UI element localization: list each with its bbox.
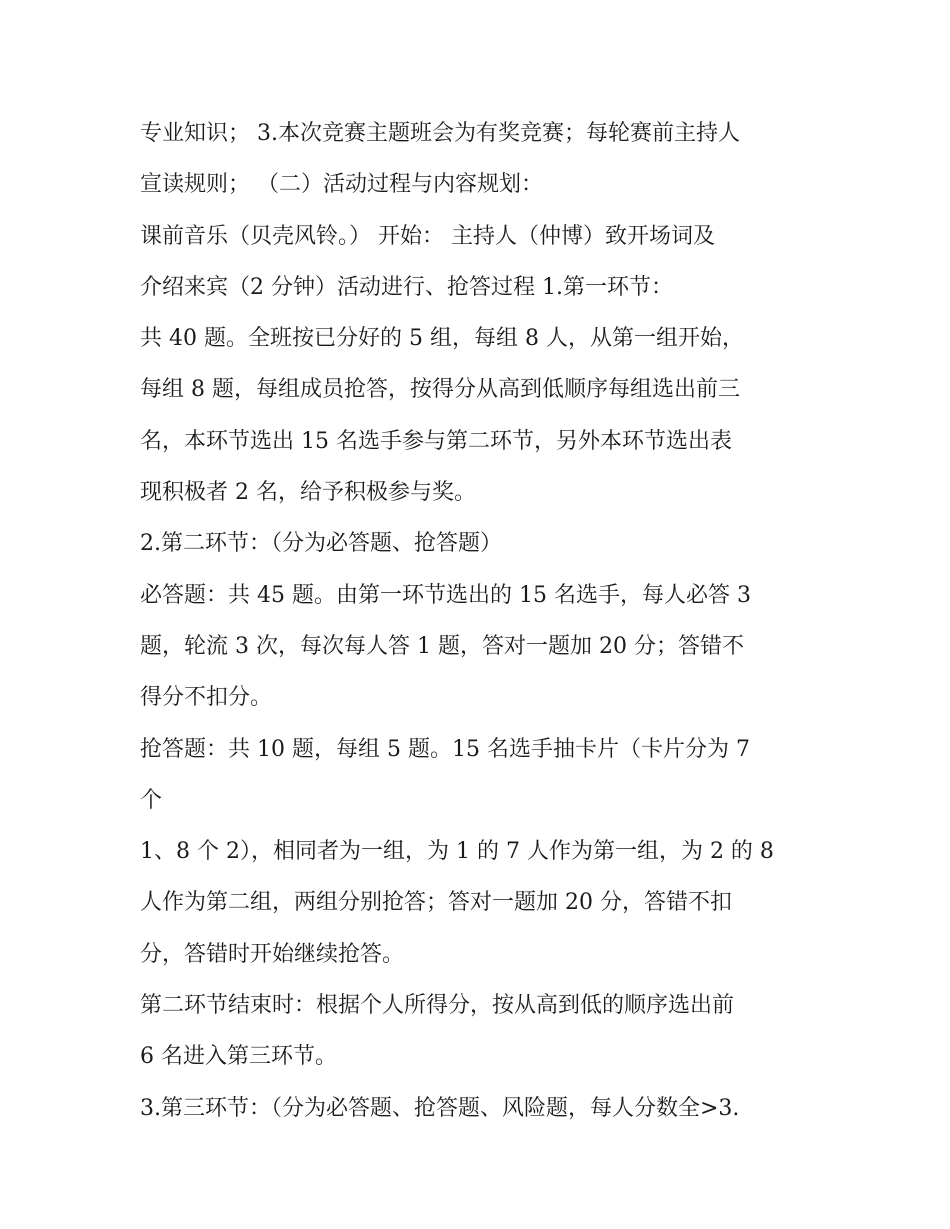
text-line: 2.第二环节：（分为必答题、抢答题） [140, 531, 502, 557]
document-body [140, 108, 820, 1134]
text-line: 专业知识； 3.本次竞赛主题班会为有奖竞赛；每轮赛前主持人 [140, 121, 740, 146]
text-line: 抢答题：共 10 题，每组 5 题。15 名选手抽卡片（卡片分为 7 [140, 736, 750, 762]
text-line: 题，轮流 3 次，每次每人答 1 题，答对一题加 20 分；答错不 [140, 633, 744, 659]
text-line: 第二环节结束时：根据个人所得分，按从高到低的顺序选出前 [140, 993, 735, 1019]
text-line: 6 名进入第三环节。 [140, 1044, 337, 1070]
text-line: 介绍来宾（2 分钟）活动进行、抢答过程 1.第一环节： [140, 274, 673, 300]
text-line: 人作为第二组，两组分别抢答；答对一题加 20 分，答错不扣 [140, 890, 732, 916]
text-line: 共 40 题。全班按已分好的 5 组，每组 8 人，从第一组开始， [140, 326, 744, 352]
text-line: 课前音乐（贝壳风铃。） 开始： 主持人（仲博）致开场词及 [140, 223, 715, 249]
text-line: 分，答错时开始继续抢答。 [140, 941, 405, 967]
text-line: 现积极者 2 名，给予积极参与奖。 [140, 480, 476, 506]
text-line: 得分不扣分。 [140, 685, 273, 711]
text-line: 3.第三环节：（分为必答题、抢答题、风险题，每人分数全>3. [140, 1095, 740, 1121]
text-line: 个 [140, 787, 163, 813]
text-line: 名，本环节选出 15 名选手参与第二环节，另外本环节选出表 [140, 428, 732, 454]
text-line: 每组 8 题，每组成员抢答，按得分从高到低顺序每组选出前三 [140, 377, 740, 403]
text-line: 1、8 个 2），相同者为一组，为 1 的 7 人作为第一组，为 2 的 8 [140, 839, 774, 865]
text-line: 必答题：共 45 题。由第一环节选出的 15 名选手，每人必答 3 [140, 582, 751, 608]
text-line: 宣读规则； （二）活动过程与内容规划： [140, 172, 543, 198]
